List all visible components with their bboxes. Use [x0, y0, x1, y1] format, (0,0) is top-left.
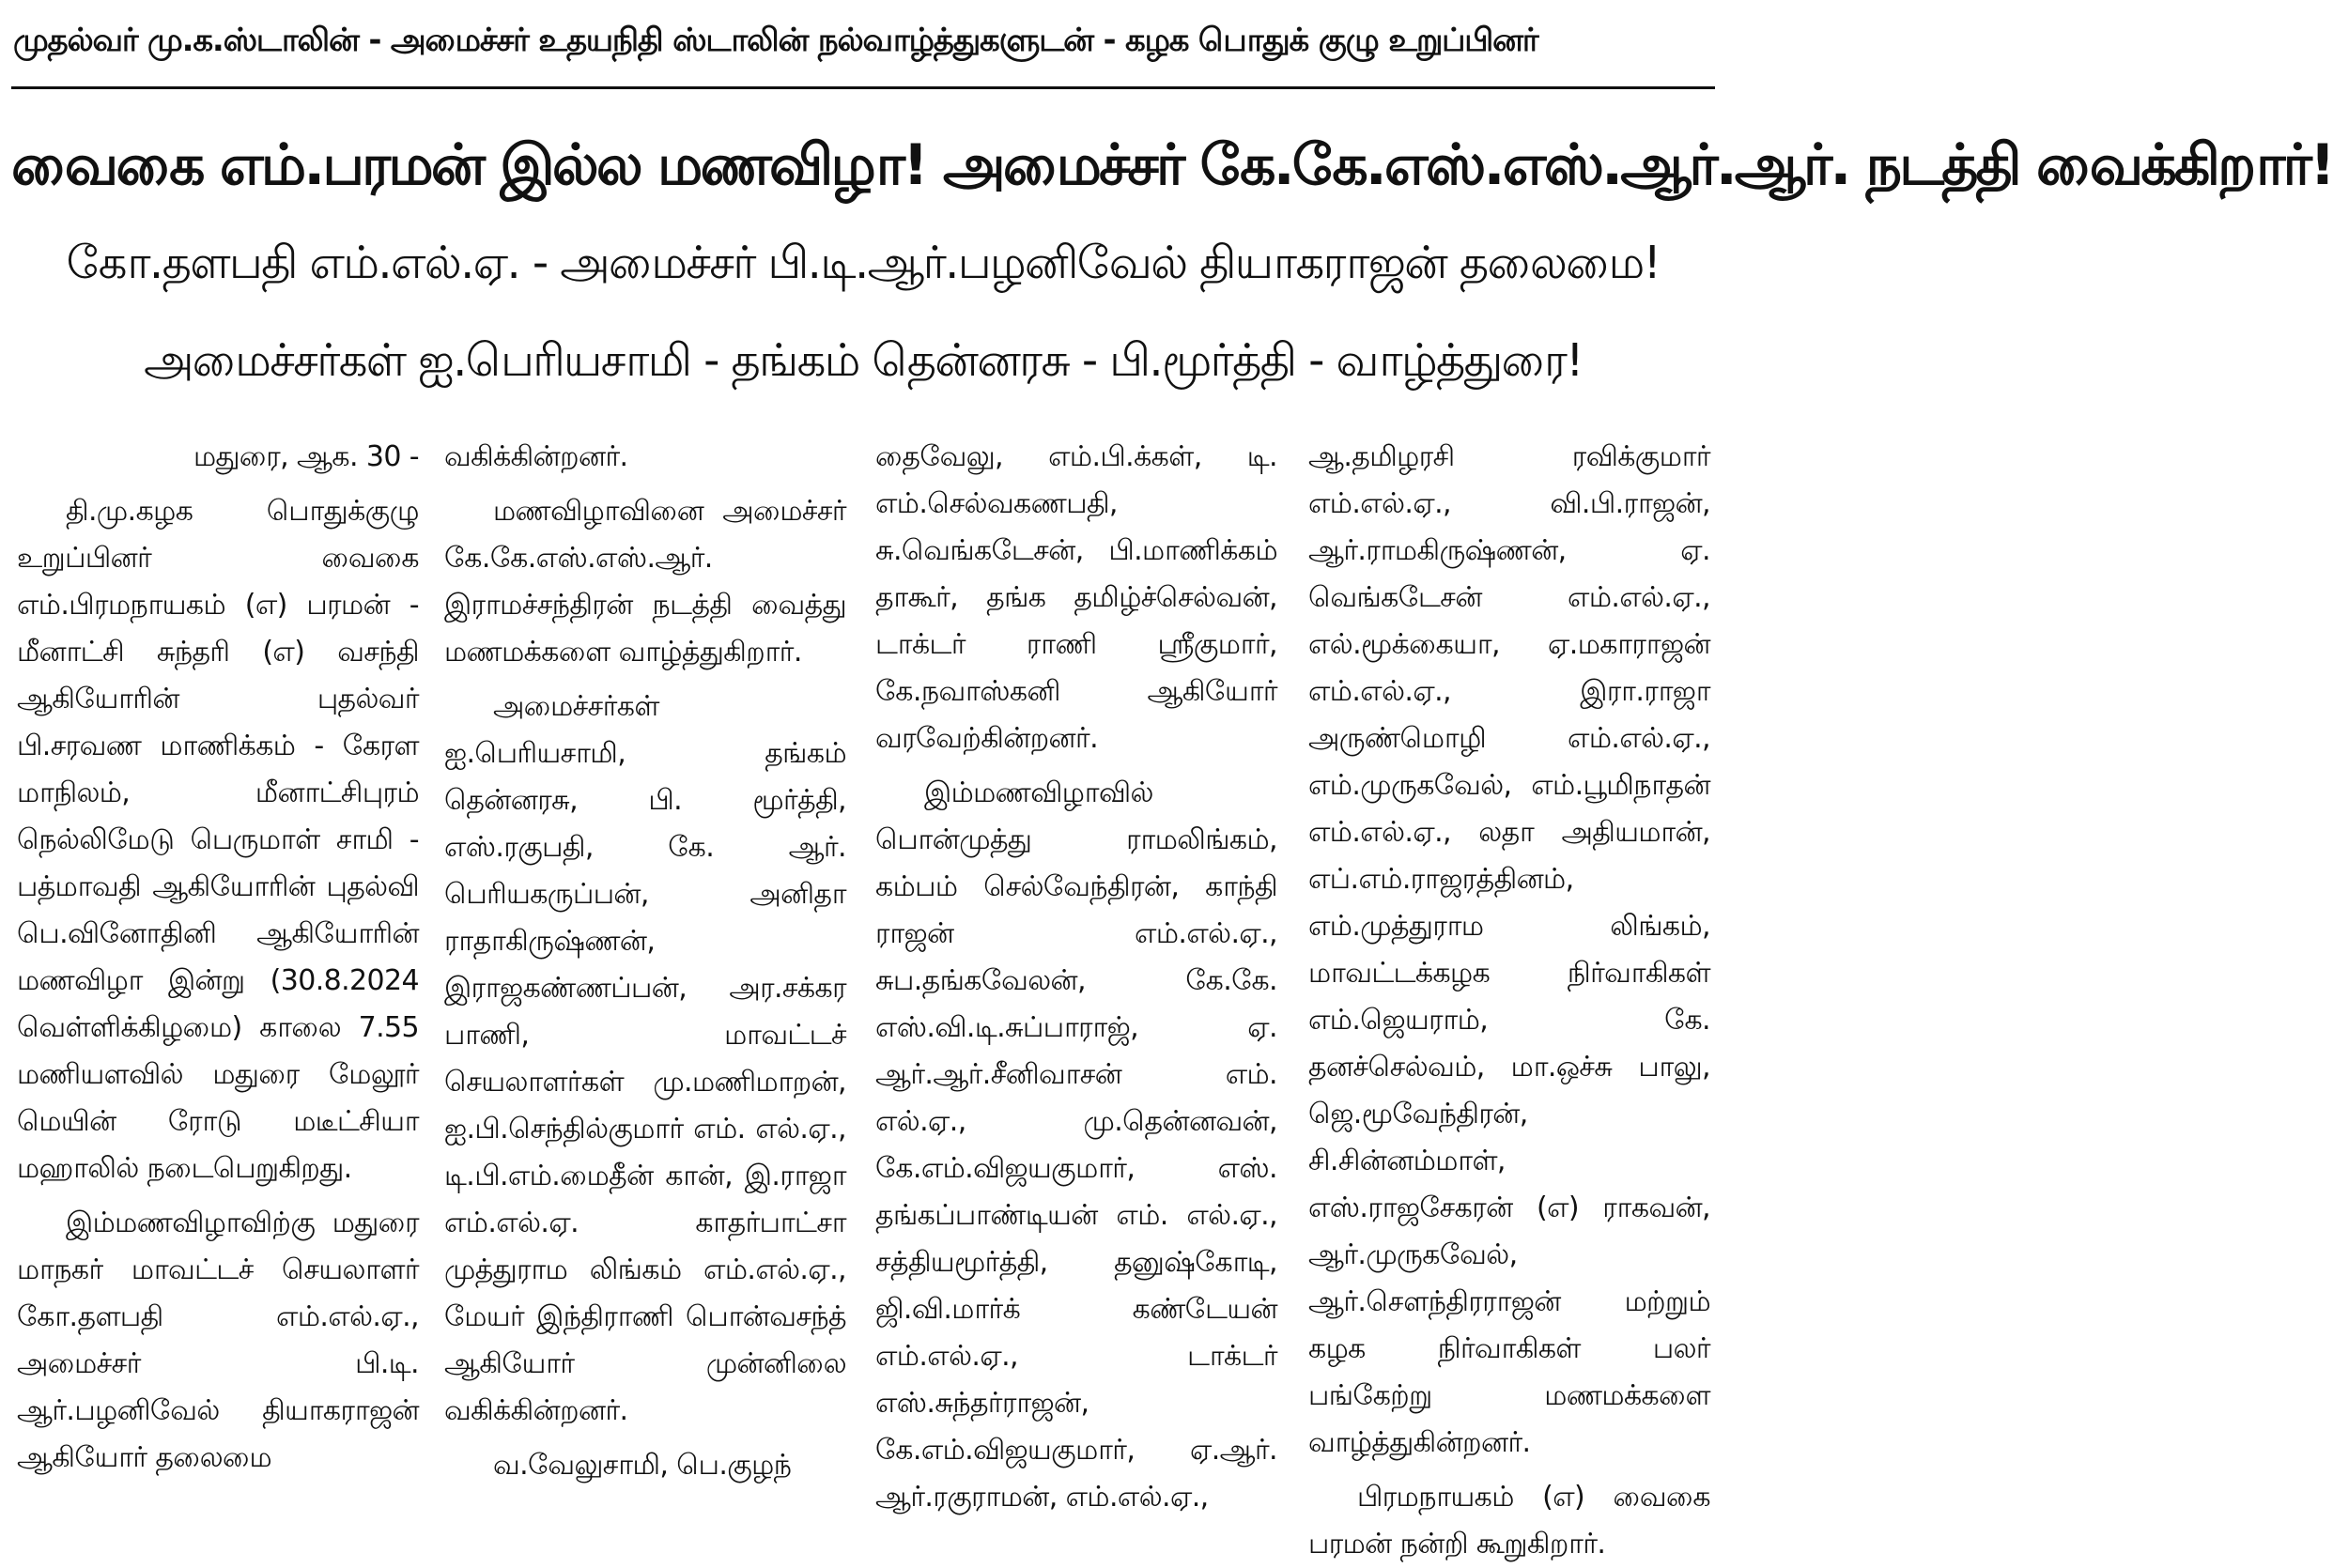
- column-paragraph: இம்மணவிழாவில் பொன்முத்து ராமலிங்கம், கம்பம் செல்வேந்திரன், காந்தி ராஜன் எம்.எல்.ஏ., சுப.தங்கவேலன், கே.கே. எஸ்.வி.டி.சுப்பாராஜ், ஏ. ஆர்.ஆர்.சீனிவாசன் எம். எல்.ஏ., மு.தென்னவன், கே.எம்.விஜயகுமார், எஸ். தங்கப்பாண்டியன் எம். எல்.ஏ., சத்தியமூர்த்தி, தனுஷ்கோடி, ஜி.வி.மார்க் கண்டேயன் எம்.எல்.ஏ., டாக்டர் எஸ்.சுந்தர்ராஜன், கே.எம்.விஜயகுமார், ஏ.ஆர். ஆர்.ரகுராமன், எம்.எல்.ஏ.,: [875, 776, 1277, 1514]
- kicker-line: முதல்வர் மு.க.ஸ்டாலின் - அமைச்சர் உதயநிதி ஸ்டாலின் நல்வாழ்த்துகளுடன் - கழக பொதுக் குழு உறுப்பினர்: [13, 22, 1538, 59]
- column-paragraph: இம்மணவிழாவிற்கு மதுரை மாநகர் மாவட்டச் செயலாளர் கோ.தளபதி எம்.எல்.ஏ., அமைச்சர் பி.டி. ஆர்.பழனிவேல் தியாகராஜன் ஆகியோர் தலைமை: [17, 1207, 419, 1474]
- article-column-1: [17, 434, 419, 1476]
- headline: வைகை எம்.பரமன் இல்ல மணவிழா! அமைச்சர் கே.கே.எஸ்.எஸ்.ஆர்.ஆர். நடத்தி வைக்கிறார்!: [11, 132, 2333, 198]
- column-paragraph: மணவிழாவினை அமைச்சர் கே.கே.எஸ்.எஸ்.ஆர். இராமச்சந்திரன் நடத்தி வைத்து மணமக்களை வாழ்த்துகிறார்.: [444, 495, 846, 669]
- article-column-3: [875, 434, 1277, 1514]
- column-paragraph: பிரமநாயகம் (எ) வைகை பரமன் நன்றி கூறுகிறார்.: [1308, 1481, 1710, 1560]
- column-paragraph: தைவேலு, எம்.பி.க்கள், டி. எம்.செல்வகணபதி, சு.வெங்கடேசன், பி.மாணிக்கம் தாகூர், தங்க தமிழ்ச்செல்வன், டாக்டர் ராணி ஸ்ரீகுமார், கே.நவாஸ்கனி ஆகியோர் வரவேற்கின்றனர்.: [875, 440, 1277, 755]
- column-paragraph: வ.வேலுசாமி, பெ.குழந்: [493, 1449, 792, 1482]
- column-paragraph: வகிக்கின்றனர்.: [444, 440, 628, 473]
- column-paragraph: ஆ.தமிழரசி ரவிக்குமார் எம்.எல்.ஏ., வி.பி.ராஜன், ஆர்.ராமகிருஷ்ணன், ஏ. வெங்கடேசன் எம்.எல்.ஏ., எல்.மூக்கையா, ஏ.மகாராஜன் எம்.எல்.ஏ., இரா.ராஜா அருண்மொழி எம்.எல்.ஏ., எம்.முருகவேல், எம்.பூமிநாதன் எம்.எல்.ஏ., லதா அதியமான், எப்.எம்.ராஜரத்தினம், எம்.முத்துராம லிங்கம், மாவட்டக்கழக நிர்வாகிகள் எம்.ஜெயராம், கே. தனச்செல்வம், மா.ஒச்சு பாலு, ஜெ.மூவேந்திரன், சி.சின்னம்மாள், எஸ்.ராஜசேகரன் (எ) ராகவன், ஆர்.முருகவேல், ஆர்.சௌந்திரராஜன் மற்றும் கழக நிர்வாகிகள் பலர் பங்கேற்று மணமக்களை வாழ்த்துகின்றனர்.: [1308, 440, 1710, 1459]
- header-rule: [11, 86, 1715, 89]
- column-paragraph: தி.மு.கழக பொதுக்குழு உறுப்பினர் வைகை எம்.பிரமநாயகம் (எ) பரமன் - மீனாட்சி சுந்தரி (எ) வசந்தி ஆகியோரின் புதல்வர் பி.சரவண மாணிக்கம் - கேரள மாநிலம், மீனாட்சிபுரம் நெல்லிமேடு பெருமாள் சாமி - பத்மாவதி ஆகியோரின் புதல்வி பெ.வினோதினி ஆகியோரின் மணவிழா இன்று (30.8.2024 வெள்ளிக்கிழமை) காலை 7.55 மணியளவில் மதுரை மேலூர் மெயின் ரோடு மடீட்சியா மஹாலில் நடைபெறுகிறது.: [17, 495, 419, 1185]
- article-column-2: [444, 434, 846, 1482]
- dateline: மதுரை, ஆக. 30 -: [193, 440, 419, 473]
- subhead-greetings: அமைச்சர்கள் ஐ.பெரியசாமி - தங்கம் தென்னரசு - பி.மூர்த்தி - வாழ்த்துரை!: [144, 334, 1583, 387]
- column-paragraph: அமைச்சர்கள் ஐ.பெரியசாமி, தங்கம் தென்னரசு, பி. மூர்த்தி, எஸ்.ரகுபதி, கே. ஆர். பெரியகருப்பன், அனிதா ராதாகிருஷ்ணன், இராஜகண்ணப்பன், அர.சக்கர பாணி, மாவட்டச் செயலாளர்கள் மு.மணிமாறன், ஐ.பி.செந்தில்குமார் எம். எல்.ஏ., டி.பி.எம்.மைதீன் கான், இ.ராஜா எம்.எல்.ஏ. காதர்பாட்சா முத்துராம லிங்கம் எம்.எல்.ஏ., மேயர் இந்திராணி பொன்வசந்த் ஆகியோர் முன்னிலை வகிக்கின்றனர்.: [444, 690, 846, 1427]
- article-column-4: [1308, 434, 1710, 1560]
- subhead-presiding: கோ.தளபதி எம்.எல்.ஏ. - அமைச்சர் பி.டி.ஆர்.பழனிவேல் தியாகராஜன் தலைமை!: [66, 237, 1661, 289]
